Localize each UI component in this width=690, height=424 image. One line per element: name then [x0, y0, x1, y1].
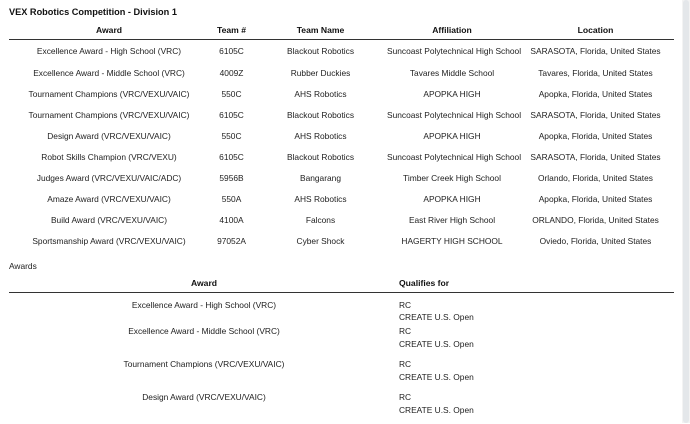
table-row — [9, 325, 674, 358]
column-header-team-number[interactable]: Team # — [217, 25, 246, 36]
cell-affiliation: Suncoast Polytechnical High School — [387, 151, 522, 162]
cell-affiliation: Timber Creek High School — [403, 172, 501, 183]
table-header-row — [9, 22, 674, 39]
cell-affiliation: Suncoast Polytechnical High School — [387, 45, 522, 56]
cell-award: Amaze Award (VRC/VEXU/VAIC) — [47, 193, 171, 204]
cell-team-name: Blackout Robotics — [286, 109, 355, 120]
cell-affiliation: East River High School — [408, 214, 496, 225]
cell-team-number: 5956B — [219, 172, 244, 183]
cell-location: Tavares, Florida, United States — [538, 67, 653, 78]
awards-section-label: Awards — [9, 261, 37, 271]
column-header-qualifies-for[interactable]: Qualifies for — [399, 277, 450, 288]
award-winners-table — [9, 22, 674, 251]
cell-award: Tournament Champions (VRC/VEXU/VAIC) — [28, 88, 190, 99]
table-row — [9, 230, 674, 251]
cell-award: Design Award (VRC/VEXU/VAIC) — [47, 130, 171, 141]
cell-location: Apopka, Florida, United States — [538, 193, 653, 204]
cell-award: Tournament Champions (VRC/VEXU/VAIC) — [28, 109, 190, 120]
cell-award: Judges Award (VRC/VEXU/VAIC/ADC) — [36, 172, 182, 183]
column-header-affiliation[interactable]: Affiliation — [432, 25, 472, 36]
qualification-item: CREATE U.S. Open — [399, 371, 474, 382]
cell-award: Tournament Champions (VRC/VEXU/VAIC) — [123, 359, 285, 369]
cell-location: Orlando, Florida, United States — [538, 172, 653, 183]
cell-award: Excellence Award - High School (VRC) — [36, 45, 182, 56]
cell-qualifies-for — [399, 391, 674, 424]
column-header-award[interactable]: Award — [95, 25, 123, 36]
scrollbar-thumb[interactable] — [683, 0, 689, 423]
cell-affiliation: APOPKA HIGH — [423, 193, 481, 204]
cell-team-number: 4100A — [219, 214, 244, 225]
column-header-team-name[interactable]: Team Name — [296, 25, 345, 36]
table-row — [9, 167, 674, 188]
column-header-award[interactable]: Award — [190, 277, 218, 288]
cell-location: Apopka, Florida, United States — [538, 130, 653, 141]
cell-award: Design Award (VRC/VEXU/VAIC) — [142, 392, 266, 402]
vertical-scrollbar[interactable] — [682, 0, 690, 423]
cell-team-number: 550C — [221, 130, 242, 141]
qualification-item: CREATE U.S. Open — [399, 338, 474, 349]
table-row — [9, 62, 674, 83]
table-row — [9, 39, 674, 62]
cell-affiliation: Tavares Middle School — [409, 67, 495, 78]
table-row — [9, 292, 674, 325]
cell-location: Apopka, Florida, United States — [538, 88, 653, 99]
cell-team-name: Rubber Duckies — [290, 67, 351, 78]
qualification-item: CREATE U.S. Open — [399, 404, 474, 415]
cell-qualifies-for — [399, 292, 674, 325]
cell-award: Excellence Award - Middle School (VRC) — [128, 326, 280, 336]
cell-affiliation: APOPKA HIGH — [423, 88, 481, 99]
qualification-item: RC — [399, 392, 412, 402]
cell-team-name: AHS Robotics — [294, 130, 347, 141]
table-header-row — [9, 274, 674, 292]
cell-team-number: 97052A — [217, 235, 246, 246]
cell-affiliation: APOPKA HIGH — [423, 130, 481, 141]
table-row — [9, 125, 674, 146]
cell-team-number: 550C — [221, 88, 242, 99]
cell-team-name: AHS Robotics — [294, 88, 347, 99]
table-row — [9, 391, 674, 424]
cell-location: SARASOTA, Florida, United States — [530, 45, 661, 56]
cell-team-number: 550A — [221, 193, 242, 204]
table-row — [9, 358, 674, 391]
cell-team-name: Bangarang — [300, 172, 341, 183]
cell-team-number: 6105C — [219, 151, 244, 162]
page-title: VEX Robotics Competition - Division 1 — [9, 7, 177, 17]
cell-location: SARASOTA, Florida, United States — [530, 109, 661, 120]
cell-team-number: 4009Z — [219, 67, 244, 78]
cell-qualifies-for — [399, 325, 674, 358]
cell-award: Sportsmanship Award (VRC/VEXU/VAIC) — [32, 235, 186, 246]
cell-team-name: AHS Robotics — [294, 193, 347, 204]
cell-affiliation: HAGERTY HIGH SCHOOL — [401, 235, 503, 246]
table-row — [9, 146, 674, 167]
cell-team-name: Falcons — [305, 214, 336, 225]
cell-award: Excellence Award - Middle School (VRC) — [33, 67, 185, 78]
cell-location: ORLANDO, Florida, United States — [532, 214, 659, 225]
qualification-item: RC — [399, 326, 412, 336]
cell-team-number: 6105C — [219, 109, 244, 120]
qualification-item: CREATE U.S. Open — [399, 312, 474, 322]
cell-location: SARASOTA, Florida, United States — [530, 151, 661, 162]
cell-location: Oviedo, Florida, United States — [539, 235, 652, 246]
table-row — [9, 104, 674, 125]
column-header-location[interactable]: Location — [577, 25, 614, 36]
cell-qualifies-for — [399, 358, 674, 391]
table-row — [9, 209, 674, 230]
qualification-item: RC — [399, 299, 412, 310]
cell-team-name: Blackout Robotics — [286, 151, 355, 162]
award-qualifications-table — [9, 274, 674, 424]
cell-team-name: Blackout Robotics — [286, 45, 355, 56]
cell-team-name: Cyber Shock — [296, 235, 345, 246]
cell-affiliation: Suncoast Polytechnical High School — [387, 109, 522, 120]
cell-award: Robot Skills Champion (VRC/VEXU) — [41, 151, 177, 162]
cell-award: Excellence Award - High School (VRC) — [131, 299, 277, 310]
cell-award: Build Award (VRC/VEXU/VAIC) — [50, 214, 168, 225]
cell-team-number: 6105C — [219, 45, 244, 56]
table-row — [9, 83, 674, 104]
table-row — [9, 188, 674, 209]
qualification-item: RC — [399, 359, 412, 369]
